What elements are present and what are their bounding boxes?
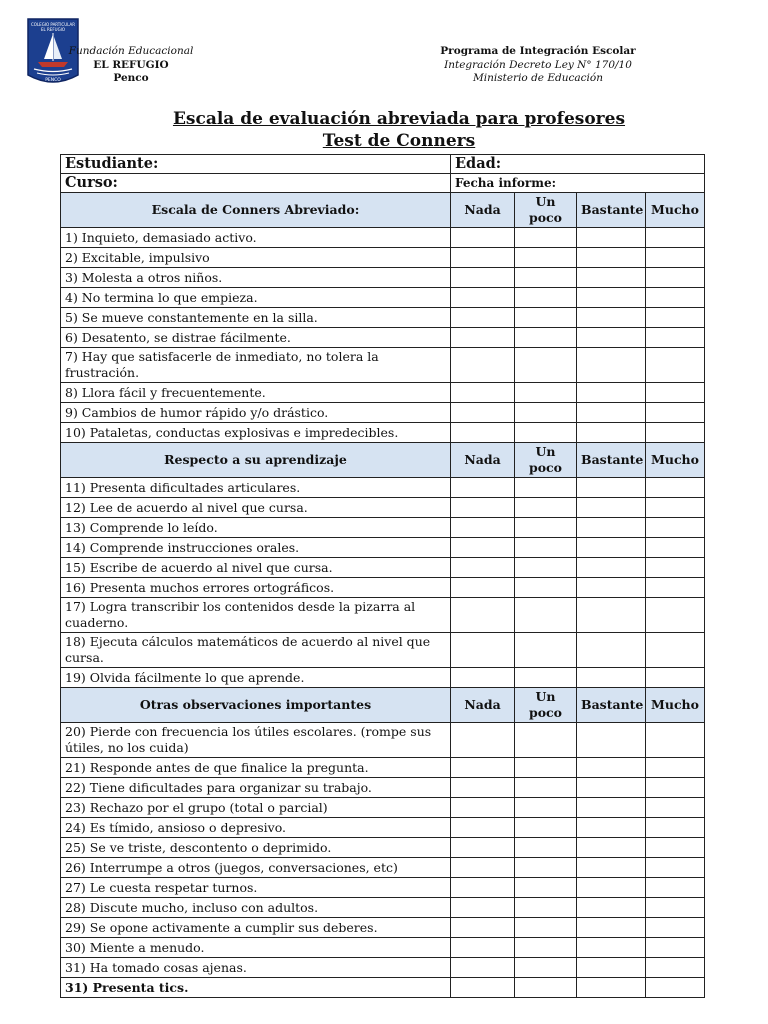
answer-cell[interactable]: [515, 423, 577, 443]
answer-cell[interactable]: [646, 403, 705, 423]
question-text: 25) Se ve triste, descontento o deprimido.: [61, 838, 451, 858]
question-row: [61, 403, 705, 423]
answer-cell[interactable]: [515, 818, 577, 838]
question-text: 19) Olvida fácilmente lo que aprende.: [61, 668, 451, 688]
answer-cell[interactable]: [451, 858, 515, 878]
answer-cell[interactable]: [451, 958, 515, 978]
evaluation-table: [60, 154, 705, 998]
city-name: Penco: [113, 72, 149, 84]
answer-cell[interactable]: [577, 478, 646, 498]
answer-cell[interactable]: [577, 723, 646, 758]
question-text: 9) Cambios de humor rápido y/o drástico.: [61, 403, 451, 423]
answer-cell[interactable]: [451, 633, 515, 668]
answer-cell[interactable]: [451, 918, 515, 938]
question-row: [61, 918, 705, 938]
question-row: [61, 478, 705, 498]
question-text: 1) Inquieto, demasiado activo.: [61, 228, 451, 248]
question-row: [61, 383, 705, 403]
question-row: [61, 978, 705, 998]
course-row: [61, 174, 705, 193]
answer-cell[interactable]: [515, 898, 577, 918]
answer-cell[interactable]: [515, 228, 577, 248]
question-text: 11) Presenta dificultades articulares.: [61, 478, 451, 498]
answer-cell[interactable]: [451, 668, 515, 688]
answer-cell[interactable]: [577, 518, 646, 538]
answer-cell[interactable]: [451, 558, 515, 578]
answer-cell[interactable]: [515, 938, 577, 958]
answer-cell[interactable]: [646, 423, 705, 443]
answer-cell[interactable]: [451, 478, 515, 498]
column-header: Un poco: [515, 193, 577, 228]
report-date-field[interactable]: Fecha informe:: [451, 174, 705, 193]
answer-cell[interactable]: [646, 288, 705, 308]
question-text: 28) Discute mucho, incluso con adultos.: [61, 898, 451, 918]
answer-cell[interactable]: [451, 598, 515, 633]
answer-cell[interactable]: [451, 348, 515, 383]
question-row: [61, 798, 705, 818]
question-text: 23) Rechazo por el grupo (total o parcial): [61, 798, 451, 818]
answer-cell[interactable]: [646, 598, 705, 633]
section-header-row: [61, 688, 705, 723]
answer-cell[interactable]: [515, 758, 577, 778]
answer-cell[interactable]: [451, 228, 515, 248]
answer-cell[interactable]: [451, 498, 515, 518]
question-text: 20) Pierde con frecuencia los útiles escolares. (rompe sus útiles, no los cuida): [61, 723, 451, 758]
question-row: [61, 938, 705, 958]
answer-cell[interactable]: [451, 578, 515, 598]
answer-cell[interactable]: [451, 328, 515, 348]
answer-cell[interactable]: [451, 248, 515, 268]
question-text: 5) Se mueve constantemente en la silla.: [61, 308, 451, 328]
answer-cell[interactable]: [646, 838, 705, 858]
ministry-line: Ministerio de Educación: [473, 72, 603, 84]
question-text: 29) Se opone activamente a cumplir sus deberes.: [61, 918, 451, 938]
question-row: [61, 228, 705, 248]
question-row: [61, 668, 705, 688]
answer-cell[interactable]: [646, 478, 705, 498]
answer-cell[interactable]: [577, 918, 646, 938]
answer-cell[interactable]: [646, 348, 705, 383]
answer-cell[interactable]: [515, 348, 577, 383]
answer-cell[interactable]: [577, 633, 646, 668]
answer-cell[interactable]: [577, 383, 646, 403]
document-title: [0, 108, 768, 152]
question-text: 30) Miente a menudo.: [61, 938, 451, 958]
answer-cell[interactable]: [577, 268, 646, 288]
answer-cell[interactable]: [515, 498, 577, 518]
answer-cell[interactable]: [451, 423, 515, 443]
question-row: [61, 723, 705, 758]
section-title: Escala de Conners Abreviado:: [61, 193, 451, 228]
question-row: [61, 498, 705, 518]
course-field[interactable]: Curso:: [61, 174, 451, 193]
foundation-line: Fundación Educacional: [68, 45, 194, 57]
answer-cell[interactable]: [646, 518, 705, 538]
section-title: Respecto a su aprendizaje: [61, 443, 451, 478]
answer-cell[interactable]: [577, 348, 646, 383]
answer-cell[interactable]: [515, 958, 577, 978]
answer-cell[interactable]: [515, 288, 577, 308]
section-header-row: [61, 443, 705, 478]
answer-cell[interactable]: [577, 308, 646, 328]
question-row: [61, 598, 705, 633]
question-row: [61, 878, 705, 898]
answer-cell[interactable]: [515, 308, 577, 328]
answer-cell[interactable]: [515, 268, 577, 288]
answer-cell[interactable]: [577, 898, 646, 918]
answer-cell[interactable]: [451, 758, 515, 778]
question-text: 21) Responde antes de que finalice la pregunta.: [61, 758, 451, 778]
answer-cell[interactable]: [451, 403, 515, 423]
answer-cell[interactable]: [646, 818, 705, 838]
question-row: [61, 958, 705, 978]
title-line-2: Test de Conners: [322, 131, 476, 151]
answer-cell[interactable]: [451, 938, 515, 958]
answer-cell[interactable]: [515, 598, 577, 633]
question-row: [61, 578, 705, 598]
answer-cell[interactable]: [646, 383, 705, 403]
question-text: 24) Es tímido, ansioso o depresivo.: [61, 818, 451, 838]
answer-cell[interactable]: [646, 633, 705, 668]
question-text: 15) Escribe de acuerdo al nivel que cursa.: [61, 558, 451, 578]
answer-cell[interactable]: [451, 778, 515, 798]
answer-cell[interactable]: [577, 598, 646, 633]
question-text: 6) Desatento, se distrae fácilmente.: [61, 328, 451, 348]
answer-cell[interactable]: [577, 878, 646, 898]
answer-cell[interactable]: [451, 308, 515, 328]
answer-cell[interactable]: [646, 958, 705, 978]
question-text: 13) Comprende lo leído.: [61, 518, 451, 538]
column-header: Un poco: [515, 688, 577, 723]
answer-cell[interactable]: [515, 918, 577, 938]
answer-cell[interactable]: [451, 818, 515, 838]
column-header: Bastante: [577, 193, 646, 228]
question-row: [61, 288, 705, 308]
answer-cell[interactable]: [577, 958, 646, 978]
answer-cell[interactable]: [646, 798, 705, 818]
column-header: Mucho: [646, 443, 705, 478]
answer-cell[interactable]: [577, 778, 646, 798]
answer-cell[interactable]: [577, 838, 646, 858]
question-text: 17) Logra transcribir los contenidos desde la pizarra al cuaderno.: [61, 598, 451, 633]
question-row: [61, 268, 705, 288]
answer-cell[interactable]: [646, 938, 705, 958]
answer-cell[interactable]: [577, 228, 646, 248]
header-right: [418, 45, 658, 86]
question-row: [61, 558, 705, 578]
answer-cell[interactable]: [515, 518, 577, 538]
answer-cell[interactable]: [515, 383, 577, 403]
column-header: Un poco: [515, 443, 577, 478]
school-name: EL REFUGIO: [93, 58, 169, 71]
answer-cell[interactable]: [577, 668, 646, 688]
answer-cell[interactable]: [515, 858, 577, 878]
answer-cell[interactable]: [451, 798, 515, 818]
question-text: 4) No termina lo que empieza.: [61, 288, 451, 308]
title-line-1: Escala de evaluación abreviada para profesores: [172, 109, 626, 129]
answer-cell[interactable]: [515, 478, 577, 498]
question-text: 22) Tiene dificultades para organizar su trabajo.: [61, 778, 451, 798]
answer-cell[interactable]: [515, 798, 577, 818]
question-row: [61, 538, 705, 558]
answer-cell[interactable]: [646, 498, 705, 518]
question-row: [61, 778, 705, 798]
answer-cell[interactable]: [646, 778, 705, 798]
answer-cell[interactable]: [515, 578, 577, 598]
answer-cell[interactable]: [646, 978, 705, 998]
answer-cell[interactable]: [646, 248, 705, 268]
answer-cell[interactable]: [577, 423, 646, 443]
question-text: 31) Presenta tics.: [61, 978, 451, 998]
age-field[interactable]: Edad:: [451, 155, 705, 174]
answer-cell[interactable]: [577, 498, 646, 518]
column-header: Nada: [451, 193, 515, 228]
answer-cell[interactable]: [646, 228, 705, 248]
question-row: [61, 423, 705, 443]
column-header: Bastante: [577, 443, 646, 478]
question-text: 18) Ejecuta cálculos matemáticos de acuerdo al nivel que cursa.: [61, 633, 451, 668]
answer-cell[interactable]: [515, 633, 577, 668]
answer-cell[interactable]: [646, 328, 705, 348]
question-row: [61, 248, 705, 268]
answer-cell[interactable]: [646, 898, 705, 918]
student-field[interactable]: Estudiante:: [61, 155, 451, 174]
answer-cell[interactable]: [515, 878, 577, 898]
answer-cell[interactable]: [577, 538, 646, 558]
question-row: [61, 758, 705, 778]
logo-text-bottom: PENCO: [45, 78, 61, 83]
column-header: Mucho: [646, 193, 705, 228]
question-text: 26) Interrumpe a otros (juegos, conversaciones, etc): [61, 858, 451, 878]
question-row: [61, 348, 705, 383]
answer-cell[interactable]: [515, 668, 577, 688]
answer-cell[interactable]: [515, 248, 577, 268]
question-text: 16) Presenta muchos errores ortográficos.: [61, 578, 451, 598]
logo-text-top: COLEGIO PARTICULAR: [31, 22, 75, 27]
question-row: [61, 818, 705, 838]
question-text: 27) Le cuesta respetar turnos.: [61, 878, 451, 898]
answer-cell[interactable]: [451, 268, 515, 288]
question-text: 8) Llora fácil y frecuentemente.: [61, 383, 451, 403]
answer-cell[interactable]: [515, 978, 577, 998]
svg-text:EL REFUGIO: EL REFUGIO: [41, 27, 65, 32]
answer-cell[interactable]: [451, 978, 515, 998]
question-row: [61, 838, 705, 858]
column-header: Mucho: [646, 688, 705, 723]
answer-cell[interactable]: [646, 878, 705, 898]
question-text: 12) Lee de acuerdo al nivel que cursa.: [61, 498, 451, 518]
question-row: [61, 308, 705, 328]
answer-cell[interactable]: [577, 288, 646, 308]
header-left: [56, 45, 206, 86]
answer-cell[interactable]: [646, 668, 705, 688]
question-row: [61, 328, 705, 348]
column-header: Bastante: [577, 688, 646, 723]
section-header-row: [61, 193, 705, 228]
answer-cell[interactable]: [577, 818, 646, 838]
answer-cell[interactable]: [646, 558, 705, 578]
answer-cell[interactable]: [577, 978, 646, 998]
answer-cell[interactable]: [577, 858, 646, 878]
answer-cell[interactable]: [577, 938, 646, 958]
answer-cell[interactable]: [515, 723, 577, 758]
question-text: 7) Hay que satisfacerle de inmediato, no tolera la frustración.: [61, 348, 451, 383]
answer-cell[interactable]: [451, 288, 515, 308]
answer-cell[interactable]: [515, 328, 577, 348]
answer-cell[interactable]: [646, 578, 705, 598]
answer-cell[interactable]: [515, 403, 577, 423]
column-header: Nada: [451, 688, 515, 723]
answer-cell[interactable]: [451, 723, 515, 758]
question-row: [61, 898, 705, 918]
answer-cell[interactable]: [515, 558, 577, 578]
answer-cell[interactable]: [646, 858, 705, 878]
answer-cell[interactable]: [577, 403, 646, 423]
answer-cell[interactable]: [646, 308, 705, 328]
decree-line: Integración Decreto Ley N° 170/10: [444, 58, 632, 71]
answer-cell[interactable]: [646, 758, 705, 778]
answer-cell[interactable]: [577, 798, 646, 818]
answer-cell[interactable]: [646, 918, 705, 938]
answer-cell[interactable]: [577, 558, 646, 578]
program-name: Programa de Integración Escolar: [440, 45, 636, 57]
answer-cell[interactable]: [451, 518, 515, 538]
answer-cell[interactable]: [451, 898, 515, 918]
answer-cell[interactable]: [451, 383, 515, 403]
answer-cell[interactable]: [451, 838, 515, 858]
question-text: 3) Molesta a otros niños.: [61, 268, 451, 288]
question-row: [61, 633, 705, 668]
column-header: Nada: [451, 443, 515, 478]
question-text: 31) Ha tomado cosas ajenas.: [61, 958, 451, 978]
section-title: Otras observaciones importantes: [61, 688, 451, 723]
student-row: [61, 155, 705, 174]
question-text: 2) Excitable, impulsivo: [61, 248, 451, 268]
answer-cell[interactable]: [451, 878, 515, 898]
answer-cell[interactable]: [646, 723, 705, 758]
answer-cell[interactable]: [646, 268, 705, 288]
question-text: 10) Pataletas, conductas explosivas e impredecibles.: [61, 423, 451, 443]
answer-cell[interactable]: [577, 578, 646, 598]
answer-cell[interactable]: [577, 248, 646, 268]
answer-cell[interactable]: [515, 538, 577, 558]
question-row: [61, 518, 705, 538]
answer-cell[interactable]: [577, 328, 646, 348]
question-row: [61, 858, 705, 878]
answer-cell[interactable]: [451, 538, 515, 558]
answer-cell[interactable]: [515, 838, 577, 858]
question-text: 14) Comprende instrucciones orales.: [61, 538, 451, 558]
answer-cell[interactable]: [515, 778, 577, 798]
answer-cell[interactable]: [646, 538, 705, 558]
answer-cell[interactable]: [577, 758, 646, 778]
